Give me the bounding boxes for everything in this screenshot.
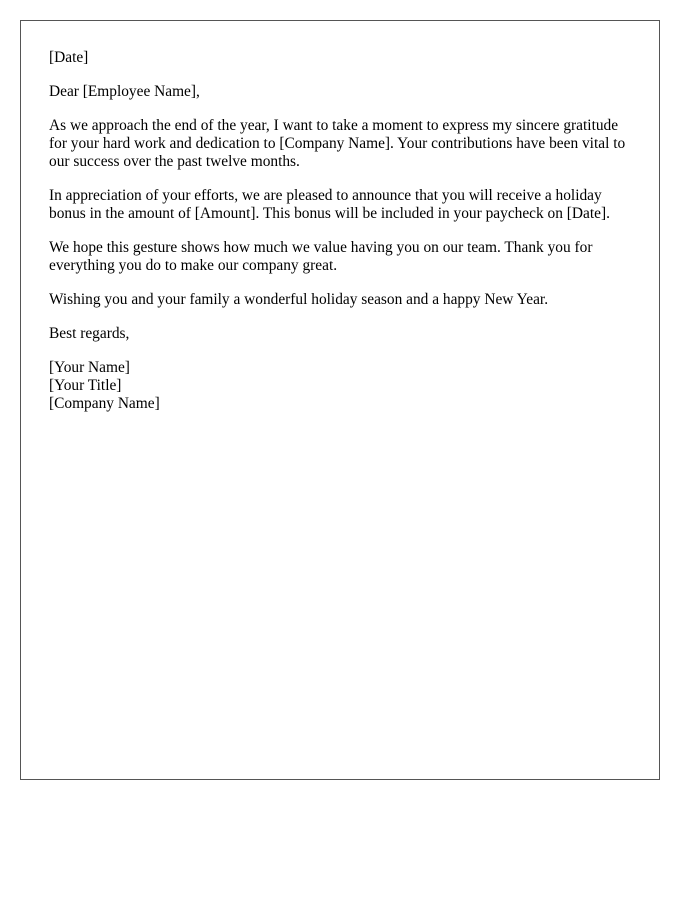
salutation: Dear [Employee Name],: [49, 83, 200, 100]
letter-page: [20, 20, 660, 780]
closing: Best regards,: [49, 325, 130, 342]
letter-date: [Date]: [49, 49, 89, 66]
paragraph-bonus: In appreciation of your efforts, we are pleased to announce that you will receive a holiday bonus in the amount of [Amount]. This bonus will be included in your paycheck on [Date].: [49, 187, 610, 222]
signature-title: [Your Title]: [49, 377, 122, 394]
paragraph-gratitude: As we approach the end of the year, I want to take a moment to express my sincere gratitude for your hard work and dedication to [Company Name]. Your contributions have been vital to our success over the past twelve months.: [49, 117, 626, 170]
signature-name: [Your Name]: [49, 359, 130, 376]
paragraph-thanks: We hope this gesture shows how much we value having you on our team. Thank you for everything you do to make our company great.: [49, 239, 593, 274]
paragraph-wishes: Wishing you and your family a wonderful holiday season and a happy New Year.: [49, 291, 549, 308]
signature-company: [Company Name]: [49, 395, 160, 412]
signature-block: [49, 359, 631, 413]
